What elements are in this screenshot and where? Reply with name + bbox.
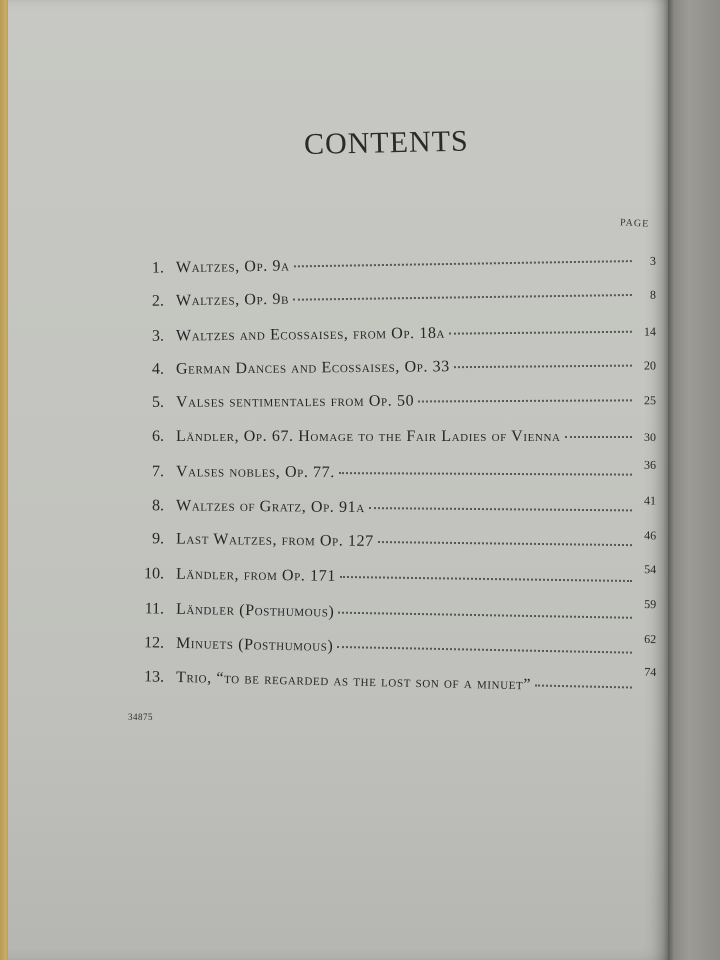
entry-number: 2. [151,292,165,310]
contents-page [8,0,668,960]
entry-page: 14 [643,324,657,339]
entry-number: 11. [144,600,165,618]
entry-page: 74 [644,664,657,680]
toc-entry [130,356,656,385]
entry-number: 12. [143,634,165,652]
dot-leader [418,398,632,402]
toc-entry [130,391,656,418]
catalog-number: 34875 [128,712,153,722]
dot-leader [294,259,632,267]
entry-number: 10. [143,565,165,583]
dot-leader [293,293,632,301]
entry-title: Valses nobles, Op. 77. [175,463,335,482]
entry-title: Waltzes and Ecossaises, from Op. 18a [175,324,446,345]
page-column-label: PAGE [619,217,650,230]
entry-title: Trio, “to be regarded as the lost son of a minuet” [175,668,532,694]
dot-leader [369,506,632,511]
entry-title: Waltzes of Gratz, Op. 91a [175,497,365,517]
entry-page: 46 [644,528,657,543]
dot-leader [337,645,632,654]
entry-page: 36 [644,457,657,472]
entry-title: Ländler, from Op. 171 [175,565,336,585]
entry-title: Waltzes, Op. 9a [175,257,290,277]
toc-entry [130,286,656,317]
entry-number: 7. [151,463,165,481]
entry-page: 54 [644,562,657,577]
dot-leader [338,611,632,619]
dot-leader [535,683,632,688]
entry-page: 25 [643,393,657,408]
entry-number: 5. [151,393,165,411]
toc-entry [130,428,656,452]
page-title: CONTENTS [303,124,469,161]
toc-entry [130,457,657,490]
entry-title: German Dances and Ecossaises, Op. 33 [175,358,450,378]
entry-number: 6. [152,428,164,445]
toc-entry [130,664,657,703]
toc-entry [130,562,657,596]
entry-title: Valses sentimentales from Op. 50 [175,392,415,411]
dot-leader [340,575,632,582]
dot-leader [339,471,632,476]
toc-entry [130,493,657,526]
entry-number: 3. [151,327,165,345]
dot-leader [565,435,632,438]
entry-title: Ländler, Op. 67. Homage to the Fair Ladies of Vienna [176,428,561,445]
entry-number: 8. [151,497,165,515]
entry-title: Waltzes, Op. 9b [175,290,290,310]
entry-page: 20 [643,358,657,373]
dot-leader [378,540,632,546]
entry-number: 9. [151,530,165,548]
entry-title: Minuets (Posthumous) [175,634,334,655]
entry-title: Ländler (Posthumous) [175,600,335,621]
entry-title: Last Waltzes, from Op. 127 [175,530,374,550]
toc-entry [130,322,656,352]
entry-number: 1. [151,259,165,277]
toc-list [8,0,668,960]
entry-page: 41 [644,493,657,508]
toc-entry [130,530,656,560]
entry-number: 13. [143,668,165,686]
toc-entry [130,252,656,284]
entry-number: 4. [151,360,165,378]
entry-page: 30 [644,430,656,444]
toc-entry [130,596,657,633]
entry-page: 3 [649,253,656,268]
entry-page: 59 [644,596,657,612]
facing-page-edge [668,0,720,960]
entry-page: 8 [649,287,657,302]
dot-leader [454,364,632,369]
toc-entry [130,631,657,668]
entry-page: 62 [644,631,657,647]
page-gutter-shadow [663,0,668,960]
dot-leader [449,330,632,335]
